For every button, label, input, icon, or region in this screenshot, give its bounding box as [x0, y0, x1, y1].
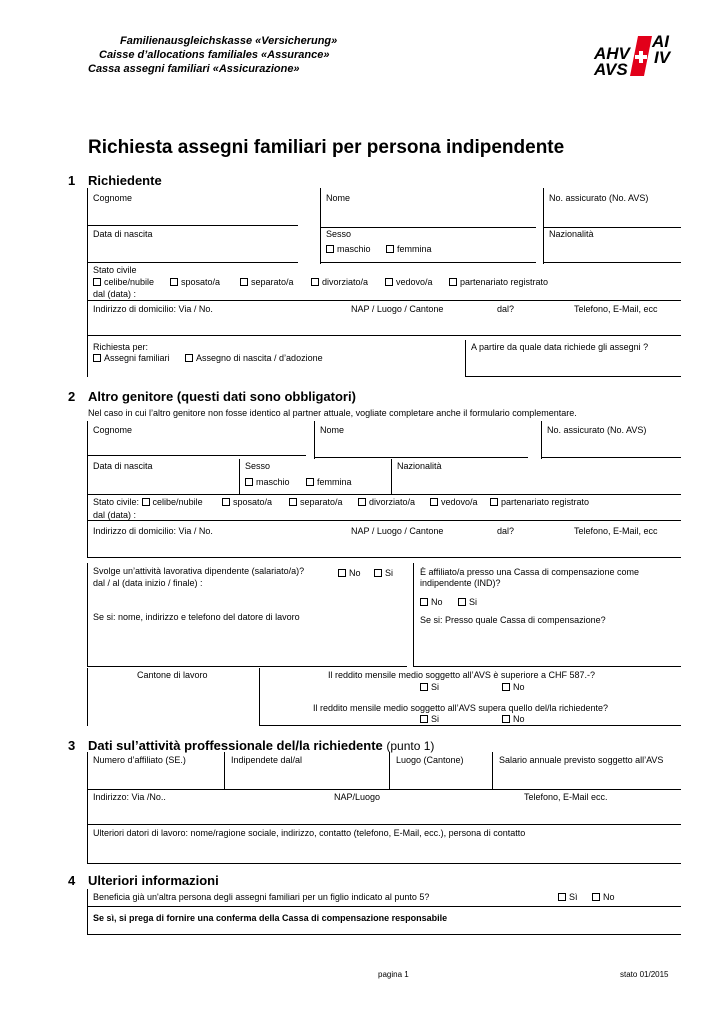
checkbox-icon[interactable]: [374, 569, 382, 577]
s2-reddito-2-no-option[interactable]: No: [502, 714, 525, 725]
ahv-avs-logo: [588, 30, 678, 80]
swiss-cross-icon: [630, 36, 652, 76]
section-1-title: Richiedente: [88, 173, 162, 188]
s2-telefono-label: Telefono, E-Mail, ecc: [574, 526, 658, 536]
section-3-title: [88, 738, 434, 753]
s2-data-nascita-label: Data di nascita: [93, 461, 153, 471]
checkbox-icon[interactable]: [326, 245, 334, 253]
s2-cassa-label: Se si: Presso quale Cassa di compensazione?: [420, 615, 606, 625]
s1-dal-label: dal?: [497, 304, 515, 314]
checkbox-icon[interactable]: [358, 498, 366, 506]
checkbox-icon[interactable]: [245, 478, 253, 486]
s1-femmina-option[interactable]: femmina: [386, 244, 432, 255]
checkbox-icon[interactable]: [185, 354, 193, 362]
s1-no-ass-label: No. assicurato (No. AVS): [549, 193, 649, 203]
s3-indirizzo-field[interactable]: [93, 804, 678, 822]
s1-nome-field[interactable]: [326, 205, 534, 225]
s1-telefono-label: Telefono, E-Mail, ecc: [574, 304, 658, 314]
s2-reddito-2-label: Il reddito mensile medio soggetto all’AVS supera quello del/la richiedente?: [313, 703, 609, 713]
s1-vedovo-option[interactable]: vedovo/a: [385, 277, 433, 288]
s1-a-partire-field[interactable]: [471, 355, 679, 373]
s2-cognome-field[interactable]: [93, 437, 298, 455]
s2-nome-label: Nome: [320, 425, 345, 435]
logo-ai: AI: [652, 32, 669, 51]
s3-numero-affiliato-label: Numero d’affiliato (SE.): [93, 755, 186, 765]
s3-indipendente-field[interactable]: [231, 767, 381, 787]
s2-cognome-label: Cognome: [93, 425, 133, 435]
s2-nome-field[interactable]: [320, 437, 525, 455]
s2-nazionalita-field[interactable]: [397, 473, 677, 491]
page-number: pagina 1: [378, 970, 409, 979]
checkbox-icon[interactable]: [311, 278, 319, 286]
checkbox-icon[interactable]: [592, 893, 600, 901]
s3-nap-label: NAP/Luogo: [334, 792, 381, 802]
s2-vedovo-option[interactable]: vedovo/a: [430, 497, 478, 508]
s2-datore-label: Se si: nome, indirizzo e telefono del datore di lavoro: [93, 612, 300, 622]
s4-si-option[interactable]: Sì: [558, 892, 578, 903]
section-3-title-suffix: (punto 1): [386, 739, 435, 753]
section-4-number: 4: [68, 873, 76, 888]
s3-salario-label: Salario annuale previsto soggetto all’AVS: [499, 755, 664, 765]
checkbox-icon[interactable]: [289, 498, 297, 506]
s1-indirizzo-label: Indirizzo di domicilio: Via / No.: [93, 304, 213, 314]
s2-reddito-1-label: Il reddito mensile medio soggetto all’AVS è superiore a CHF 587.-?: [328, 670, 595, 680]
s2-indirizzo-label: Indirizzo di domicilio: Via / No.: [93, 526, 213, 536]
s1-dal-data-label: dal (data) :: [93, 289, 137, 299]
org-name-it: Cassa assegni familiari «Assicurazione»: [88, 63, 300, 75]
s2-data-nascita-field[interactable]: [93, 473, 233, 491]
s1-assegno-nascita-option[interactable]: Assegno di nascita / d’adozione: [185, 353, 323, 364]
s3-indirizzo-label: Indirizzo: Via /No..: [93, 792, 166, 802]
s2-divorziato-option[interactable]: divorziato/a: [358, 497, 415, 508]
checkbox-icon[interactable]: [93, 354, 101, 362]
s2-no-ass-label: No. assicurato (No. AVS): [547, 425, 647, 435]
org-name-de: Familienausgleichskasse «Versicherung»: [120, 35, 338, 47]
checkbox-icon[interactable]: [222, 498, 230, 506]
checkbox-icon[interactable]: [420, 598, 428, 606]
checkbox-icon[interactable]: [142, 498, 150, 506]
s3-indipendente-label: Indipendete dal/al: [231, 755, 303, 765]
s2-affiliato-si-option[interactable]: Si: [458, 597, 477, 608]
s3-ulteriori-field[interactable]: [93, 841, 678, 861]
checkbox-icon[interactable]: [170, 278, 178, 286]
s1-partenariato-option[interactable]: partenariato registrato: [449, 277, 548, 288]
s2-datore-field[interactable]: [93, 626, 403, 664]
s2-no-ass-field[interactable]: [547, 437, 679, 455]
s2-nap-label: NAP / Luogo / Cantone: [351, 526, 444, 536]
version-stamp: stato 01/2015: [620, 970, 669, 979]
section-4-title: Ulteriori informazioni: [88, 873, 219, 888]
page-title: Richiesta assegni familiari per persona indipendente: [88, 137, 565, 158]
s4-conferma-label: Se sì, si prega di fornire una conferma della Cassa di compensazione responsabile: [93, 913, 448, 923]
s2-svolge-no-option[interactable]: No: [338, 568, 361, 579]
checkbox-icon[interactable]: [490, 498, 498, 506]
s2-dal-label: dal?: [497, 526, 515, 536]
checkbox-icon[interactable]: [420, 683, 428, 691]
s3-luogo-field[interactable]: [396, 767, 486, 787]
s2-svolge-label: Svolge un’attività lavorativa dipendente (salariato/a)?: [93, 566, 305, 576]
checkbox-icon[interactable]: [502, 715, 510, 723]
checkbox-icon[interactable]: [93, 278, 101, 286]
s2-cassa-field[interactable]: [420, 628, 678, 664]
checkbox-icon[interactable]: [502, 683, 510, 691]
checkbox-icon[interactable]: [306, 478, 314, 486]
s1-indirizzo-field[interactable]: [93, 316, 678, 334]
s2-reddito-2-si-option[interactable]: Si: [420, 714, 439, 725]
s2-cantone-lavoro-label: Cantone di lavoro: [137, 670, 208, 680]
s2-sposato-option[interactable]: sposato/a: [222, 497, 272, 508]
s2-celibe-option[interactable]: celibe/nubile: [142, 497, 203, 507]
s3-telefono-label: Telefono, E-Mail ecc.: [524, 792, 608, 802]
s3-salario-field[interactable]: [499, 767, 679, 787]
section-1-number: 1: [68, 173, 76, 188]
s1-nome-label: Nome: [326, 193, 351, 203]
s2-affiliato-no-option[interactable]: No: [420, 597, 443, 608]
section-3-title-text: Dati sul’attività proffessionale del/la richiedente: [88, 738, 383, 753]
s1-stato-civile-label: Stato civile: [93, 265, 137, 275]
s2-sesso-label: Sesso: [245, 461, 271, 471]
checkbox-icon[interactable]: [240, 278, 248, 286]
s1-cognome-field[interactable]: [93, 205, 298, 225]
s2-indirizzo-field[interactable]: [93, 538, 678, 555]
checkbox-icon[interactable]: [338, 569, 346, 577]
section-2-number: 2: [68, 389, 76, 404]
s1-sesso-label: Sesso: [326, 229, 352, 239]
s2-femmina-option[interactable]: femmina: [306, 477, 352, 488]
s1-nap-label: NAP / Luogo / Cantone: [351, 304, 444, 314]
checkbox-icon[interactable]: [558, 893, 566, 901]
s1-no-ass-field[interactable]: [549, 205, 679, 225]
s2-stato-civile-option-row: [93, 497, 203, 508]
s2-reddito-1-si-option[interactable]: Si: [420, 682, 439, 693]
checkbox-icon[interactable]: [386, 245, 394, 253]
s2-reddito-1-no-option[interactable]: No: [502, 682, 525, 693]
s1-cognome-label: Cognome: [93, 193, 133, 203]
s1-data-nascita-label: Data di nascita: [93, 229, 153, 239]
s3-luogo-label: Luogo (Cantone): [396, 755, 464, 765]
s2-svolge-si-option[interactable]: Si: [374, 568, 393, 579]
s1-assegni-familiari-option[interactable]: Assegni familiari: [93, 353, 170, 364]
s1-divorziato-option[interactable]: divorziato/a: [311, 277, 368, 288]
s2-dal-al-label: dal / al (data inizio / finale) :: [93, 578, 203, 588]
logo-ahv: AHV: [594, 44, 630, 63]
checkbox-icon[interactable]: [420, 715, 428, 723]
s3-numero-affiliato-field[interactable]: [93, 767, 218, 787]
s2-cantone-lavoro-field[interactable]: [93, 684, 253, 722]
checkbox-icon[interactable]: [449, 278, 457, 286]
s1-separato-option[interactable]: separato/a: [240, 277, 294, 288]
s2-maschio-option[interactable]: maschio: [245, 477, 290, 488]
s2-partenariato-option[interactable]: partenariato registrato: [490, 497, 589, 508]
s1-celibe-option[interactable]: celibe/nubile: [93, 277, 154, 288]
checkbox-icon[interactable]: [385, 278, 393, 286]
s2-dal-data-label: dal (data) :: [93, 510, 137, 520]
s2-nazionalita-label: Nazionalità: [397, 461, 442, 471]
s1-a-partire-label: A partire da quale data richiede gli assegni ?: [471, 342, 649, 352]
s2-affiliato-label-1: È affiliato/a presso una Cassa di compensazione come: [420, 567, 639, 577]
checkbox-icon[interactable]: [430, 498, 438, 506]
s1-richiesta-label: Richiesta per:: [93, 342, 149, 352]
s3-ulteriori-label: Ulteriori datori di lavoro: nome/ragione sociale, indirizzo, contatto (telefono, E-Mail, ecc.), persona di contatto: [93, 828, 526, 838]
logo-iv: IV: [654, 48, 671, 67]
s1-maschio-option[interactable]: maschio: [326, 244, 371, 255]
org-name-fr: Caisse d’allocations familiales «Assurance»: [99, 49, 330, 61]
s4-no-option[interactable]: No: [592, 892, 615, 903]
checkbox-icon[interactable]: [458, 598, 466, 606]
logo-avs: AVS: [594, 60, 628, 79]
s1-data-nascita-field[interactable]: [93, 241, 313, 261]
section-3-number: 3: [68, 738, 76, 753]
s4-beneficia-label: Beneficia già un'altra persona degli assegni familiari per un figlio indicato al punto 5?: [93, 892, 430, 902]
section-2-title: Altro genitore (questi dati sono obbligatori): [88, 389, 356, 404]
s1-nazionalita-field[interactable]: [549, 241, 679, 261]
s2-note: Nel caso in cui l’altro genitore non fosse identico al partner attuale, vogliate completare anche il formulario complementare.: [88, 408, 577, 418]
s2-affiliato-label-2: indipendente (IND)?: [420, 578, 501, 588]
s2-stato-civile-label: Stato civile:: [93, 497, 140, 507]
s1-sposato-option[interactable]: sposato/a: [170, 277, 220, 288]
s2-separato-option[interactable]: separato/a: [289, 497, 343, 508]
s1-nazionalita-label: Nazionalità: [549, 229, 594, 239]
